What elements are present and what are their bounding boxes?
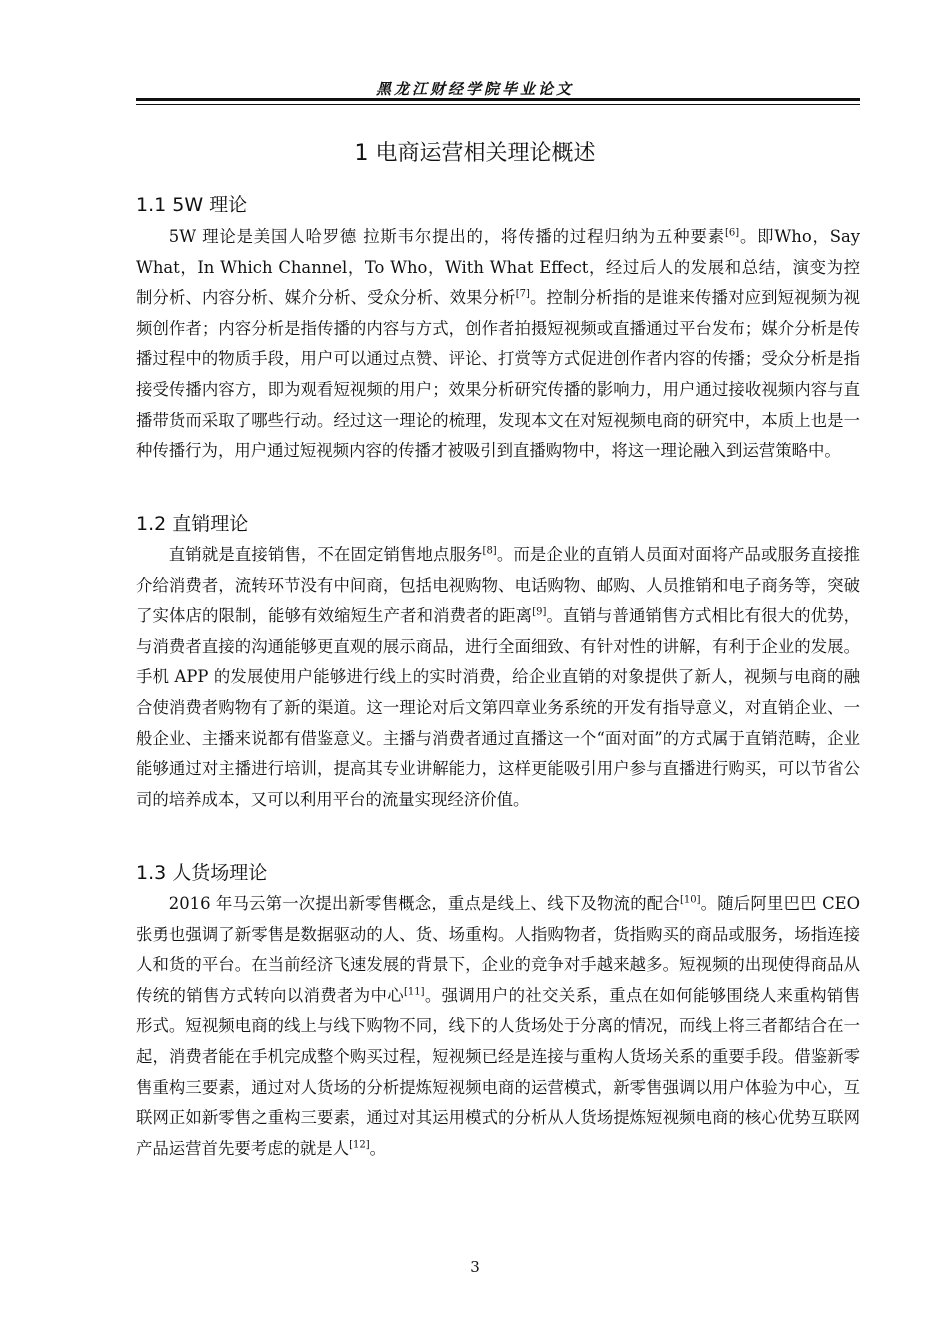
section-paragraph-people-goods-place bbox=[136, 889, 860, 1164]
text-segment: 。强调用户的社交关系，重点在如何能够围绕人来重构销售形式。短视频电商的线上与线下购物不同，线下的人货场处于分离的情况，而线上将三者都结合在一起，消费者能在手机完成整个购买过程，短视频已经是连接与重构人货场关系的重要手段。借鉴新零售重构三要素，通过对人货场的分析提炼短视频电商的运营模式，新零售强调以用户体验为中心，互联网正如新零售之重构三要素，通过对其运用模式的分析从人货场提炼短视频电商的核心优势互联网产品运营首先要考虑的就是人 bbox=[136, 985, 861, 1158]
citation: [7] bbox=[515, 288, 530, 300]
text-segment: 。 bbox=[369, 1138, 386, 1158]
section-heading-5w: 1.1 5W 理论 bbox=[136, 194, 248, 216]
citation: [12] bbox=[349, 1139, 370, 1151]
section-heading-people-goods-place: 1.3 人货场理论 bbox=[136, 862, 268, 884]
citation: [8] bbox=[482, 545, 497, 557]
chapter-title: 1 电商运营相关理论概述 bbox=[354, 141, 596, 166]
citation: [11] bbox=[404, 986, 425, 998]
text-segment: 。而是企业的直销人员面对面将产品或服务直接推介给消费者，流转环节没有中间商，包括电视购物、电话购物、邮购、人员推销和电子商务等，突破了实体店的限制，能够有效缩短生产者和消费者的距离 bbox=[136, 545, 861, 626]
citation: [10] bbox=[679, 894, 701, 906]
citation: [9] bbox=[532, 606, 547, 618]
section-paragraph-direct-sales bbox=[136, 540, 860, 815]
page-number: 3 bbox=[470, 1258, 480, 1276]
text-segment: 。即Who，Say What，In Which Channel，To Who，With What Effect，经过后人的发展和总结，演变为控制分析、内容分析、媒介分析、受众分析、效果分析 bbox=[136, 227, 861, 308]
page-header-title: 黑龙江财经学院毕业论文 bbox=[375, 80, 574, 98]
header-rule-thin bbox=[136, 104, 860, 105]
section-paragraph-5w bbox=[136, 222, 860, 467]
text-segment: 5W 理论是美国人哈罗德 拉斯韦尔提出的，将传播的过程归纳为五种要素 bbox=[168, 227, 725, 246]
text-segment: 直销就是直接销售，不在固定销售地点服务 bbox=[168, 545, 483, 564]
header-rule-thick bbox=[136, 98, 860, 101]
text-segment: 。直销与普通销售方式相比有很大的优势，与消费者直接的沟通能够更直观的展示商品，进行全面细致、有针对性的讲解，有利于企业的发展。手机 APP 的发展使用户能够进行线上的实时消费，给企业直销的对象提供了新人，视频与电商的融合使消费者购物有了新的渠道。这一理论对后文第四章业务系统的开发有指导意义，对直销企业、一般企业、主播来说都有借鉴意义。主播与消费者通过直播这一个“面对面”的方式属于直销范畴，企业能够通过对主播进行培训，提高其专业讲解能力，这样更能吸引用户参与直播进行购买，可以节省公司的培养成本，又可以利用平台的流量实现经济价值。 bbox=[136, 606, 861, 809]
text-segment: 。控制分析指的是谁来传播对应到短视频为视频创作者；内容分析是指传播的内容与方式，创作者拍摄短视频或直播通过平台发布；媒介分析是传播过程中的物质手段，用户可以通过点赞、评论、打赏等方式促进创作者内容的传播；受众分析是指接受传播内容方，即为观看短视频的用户；效果分析研究传播的影响力，用户通过接收视频内容与直播带货而采取了哪些行动。经过这一理论的梳理，发现本文在对短视频电商的研究中，本质上也是一种传播行为，用户通过短视频内容的传播才被吸引到直播购物中，将这一理论融入到运营策略中。 bbox=[136, 288, 861, 461]
citation: [6] bbox=[724, 227, 740, 239]
text-segment: 2016 年马云第一次提出新零售概念，重点是线上、线下及物流的配合 bbox=[168, 894, 680, 913]
section-heading-direct-sales: 1.2 直销理论 bbox=[136, 513, 249, 535]
text-segment: 。随后阿里巴巴 CEO 张勇也强调了新零售是数据驱动的人、货、场重构。人指购物者，货指购买的商品或服务，场指连接人和货的平台。在当前经济飞速发展的背景下，企业的竞争对手越来越多。短视频的出现使得商品从传统的销售方式转向以消费者为中心 bbox=[136, 894, 861, 1005]
